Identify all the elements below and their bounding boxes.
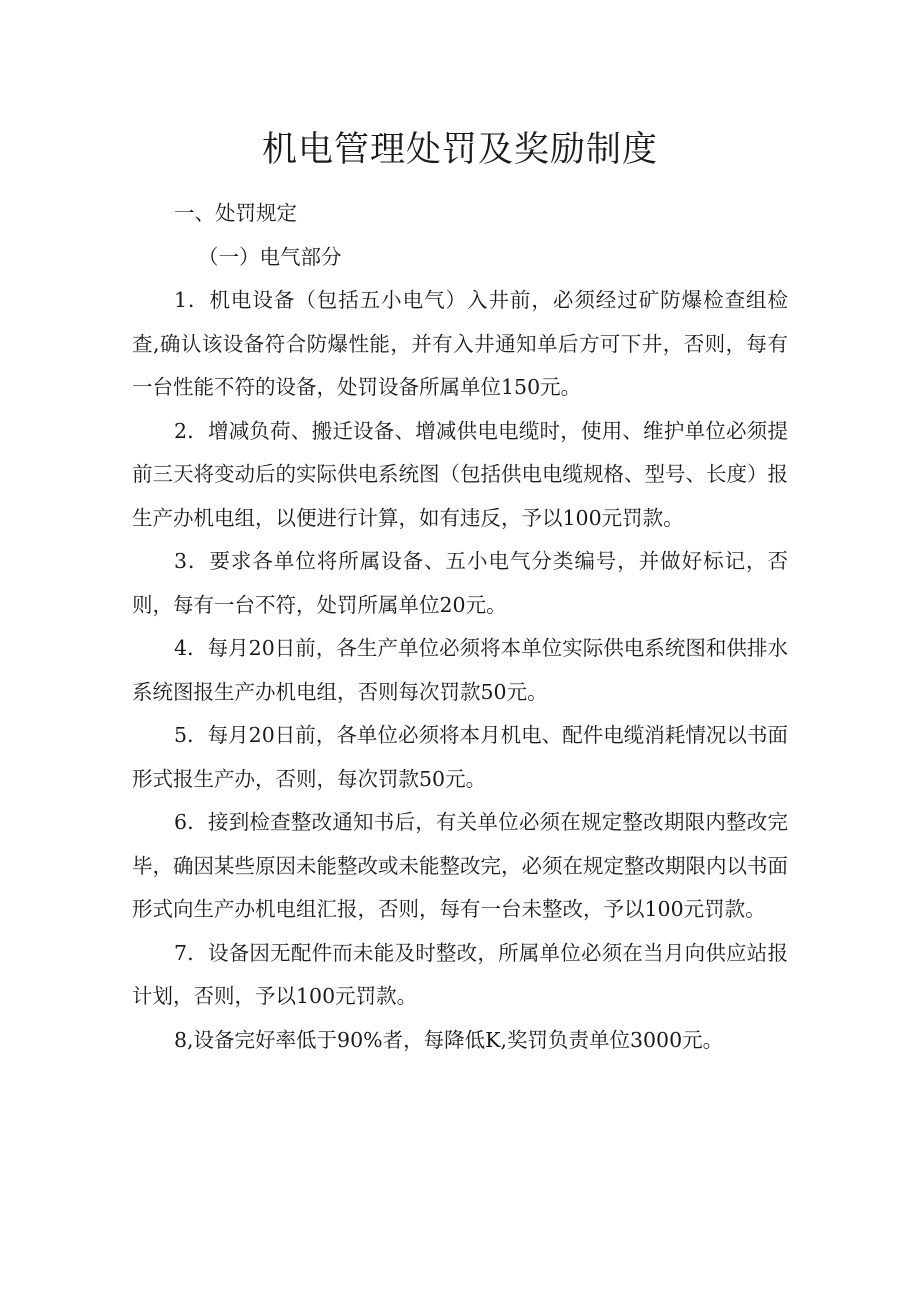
document-title: 机电管理处罚及奖励制度 xyxy=(261,130,658,170)
rule-paragraph-5: 5．每月20日前，各单位必须将本月机电、配件电缆消耗情况以书面形式报生产办，否则，每次罚款50元。 xyxy=(132,723,788,791)
section-heading: 一、处罚规定 xyxy=(174,201,297,225)
rule-paragraph-8: 8,设备完好率低于90%者，每降低K,奖罚负责单位3000元。 xyxy=(174,1027,724,1052)
subsection-heading: （一）电气部分 xyxy=(198,244,342,269)
rule-paragraph-7: 7．设备因无配件而未能及时整改，所属单位必须在当月向供应站报计划，否则，予以100元罚款。 xyxy=(132,940,788,1008)
rule-paragraph-3: 3．要求各单位将所属设备、五小电气分类编号，并做好标记，否则，每有一台不符，处罚所属单位20元。 xyxy=(132,549,788,617)
rule-paragraph-4: 4．每月20日前，各生产单位必须将本单位实际供电系统图和供排水系统图报生产办机电组，否则每次罚款50元。 xyxy=(132,636,788,704)
rule-paragraph-2: 2．增减负荷、搬迁设备、增减供电电缆时，使用、维护单位必须提前三天将变动后的实际供电系统图（包括供电电缆规格、型号、长度）报生产办机电组，以便进行计算，如有违反，予以100元罚款。 xyxy=(132,418,788,530)
rule-paragraph-6: 6．接到检查整改通知书后，有关单位必须在规定整改期限内整改完毕，确因某些原因未能整改或未能整改完，必须在规定整改期限内以书面形式向生产办机电组汇报，否则，每有一台未整改，予以100元罚款。 xyxy=(132,810,788,921)
rule-paragraph-1: 1．机电设备（包括五小电气）入井前，必须经过矿防爆检查组检查,确认该设备符合防爆性能，并有入井通知单后方可下井，否则，每有一台性能不符的设备，处罚设备所属单位150元。 xyxy=(132,288,788,399)
document-body xyxy=(132,192,788,1062)
